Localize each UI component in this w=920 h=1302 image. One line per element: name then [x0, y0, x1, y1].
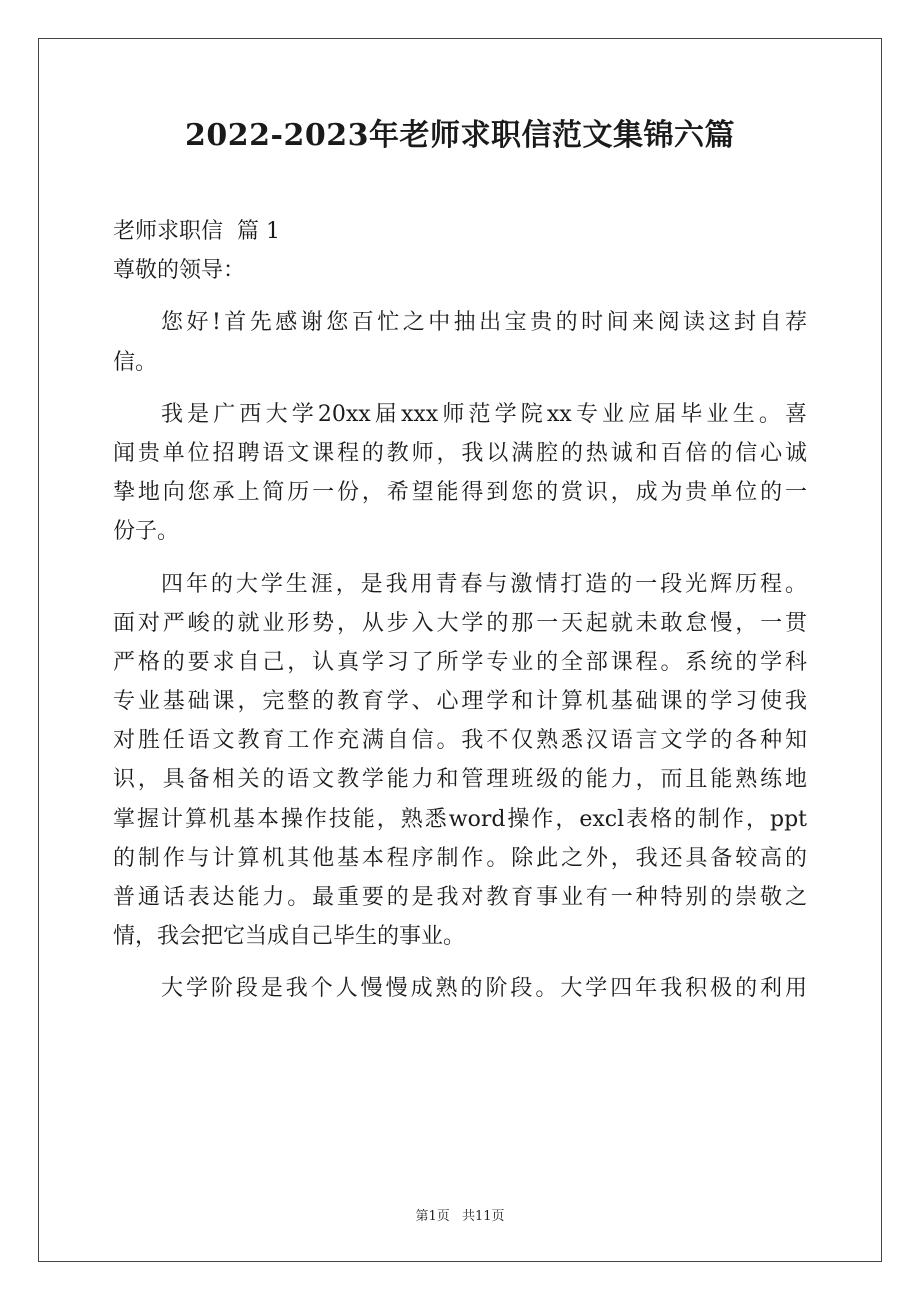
paragraph-line: 面对严峻的就业形势，从步入大学的那一天起就未敢怠慢，一贯 [113, 610, 807, 636]
paragraph-line: 掌握计算机基本操作技能，熟悉word操作，excl表格的制作，ppt [113, 806, 807, 832]
paragraph-line: 识，具备相关的语文教学能力和管理班级的能力，而且能熟练地 [113, 767, 807, 793]
page-number: 第1页 [415, 1209, 450, 1224]
paragraph-line: 普通话表达能力。最重要的是我对教育事业有一种特别的崇敬之 [113, 885, 807, 910]
paragraph-line: 份子。 [113, 519, 180, 545]
paragraph-line: 我是广西大学20xx届xxx师范学院xx专业应届毕业生。喜 [161, 401, 807, 427]
page-footer [0, 1205, 920, 1224]
section-heading: 老师求职信 篇 1 [113, 219, 280, 244]
paragraph-line: 对胜任语文教育工作充满自信。我不仅熟悉汉语言文学的各种知 [113, 728, 807, 754]
paragraph-line: 严格的要求自己，认真学习了所学专业的全部课程。系统的学科 [113, 649, 807, 675]
paragraph-line: 挚地向您承上简历一份，希望能得到您的赏识，成为贵单位的一 [113, 480, 807, 506]
paragraph [113, 969, 807, 1008]
paragraph-line: 专业基础课，完整的教育学、心理学和计算机基础课的学习使我 [113, 689, 807, 715]
paragraph-line: 大学阶段是我个人慢慢成熟的阶段。大学四年我积极的利用 [161, 976, 807, 1002]
paragraph [113, 303, 807, 381]
paragraph [113, 565, 807, 957]
salutation: 尊敬的领导： [113, 258, 246, 284]
paragraph-line: 闻贵单位招聘语文课程的教师，我以满腔的热诚和百倍的信心诚 [113, 440, 807, 466]
paragraph-line: 四年的大学生涯，是我用青春与激情打造的一段光辉历程。 [161, 571, 807, 597]
document-title: 2022-2023年老师求职信范文集锦六篇 [185, 118, 735, 153]
paragraph-line: 的制作与计算机其他基本程序制作。除此之外，我还具备较高的 [113, 845, 807, 871]
page-total: 共11页 [461, 1209, 505, 1224]
paragraph-line: 情，我会把它当成自己毕生的事业。 [113, 924, 466, 950]
paragraph-line: 您好!首先感谢您百忙之中抽出宝贵的时间来阅读这封自荐 [161, 310, 807, 336]
paragraph-line: 信。 [113, 349, 158, 375]
document-body [113, 212, 807, 1009]
paragraph [113, 395, 807, 552]
